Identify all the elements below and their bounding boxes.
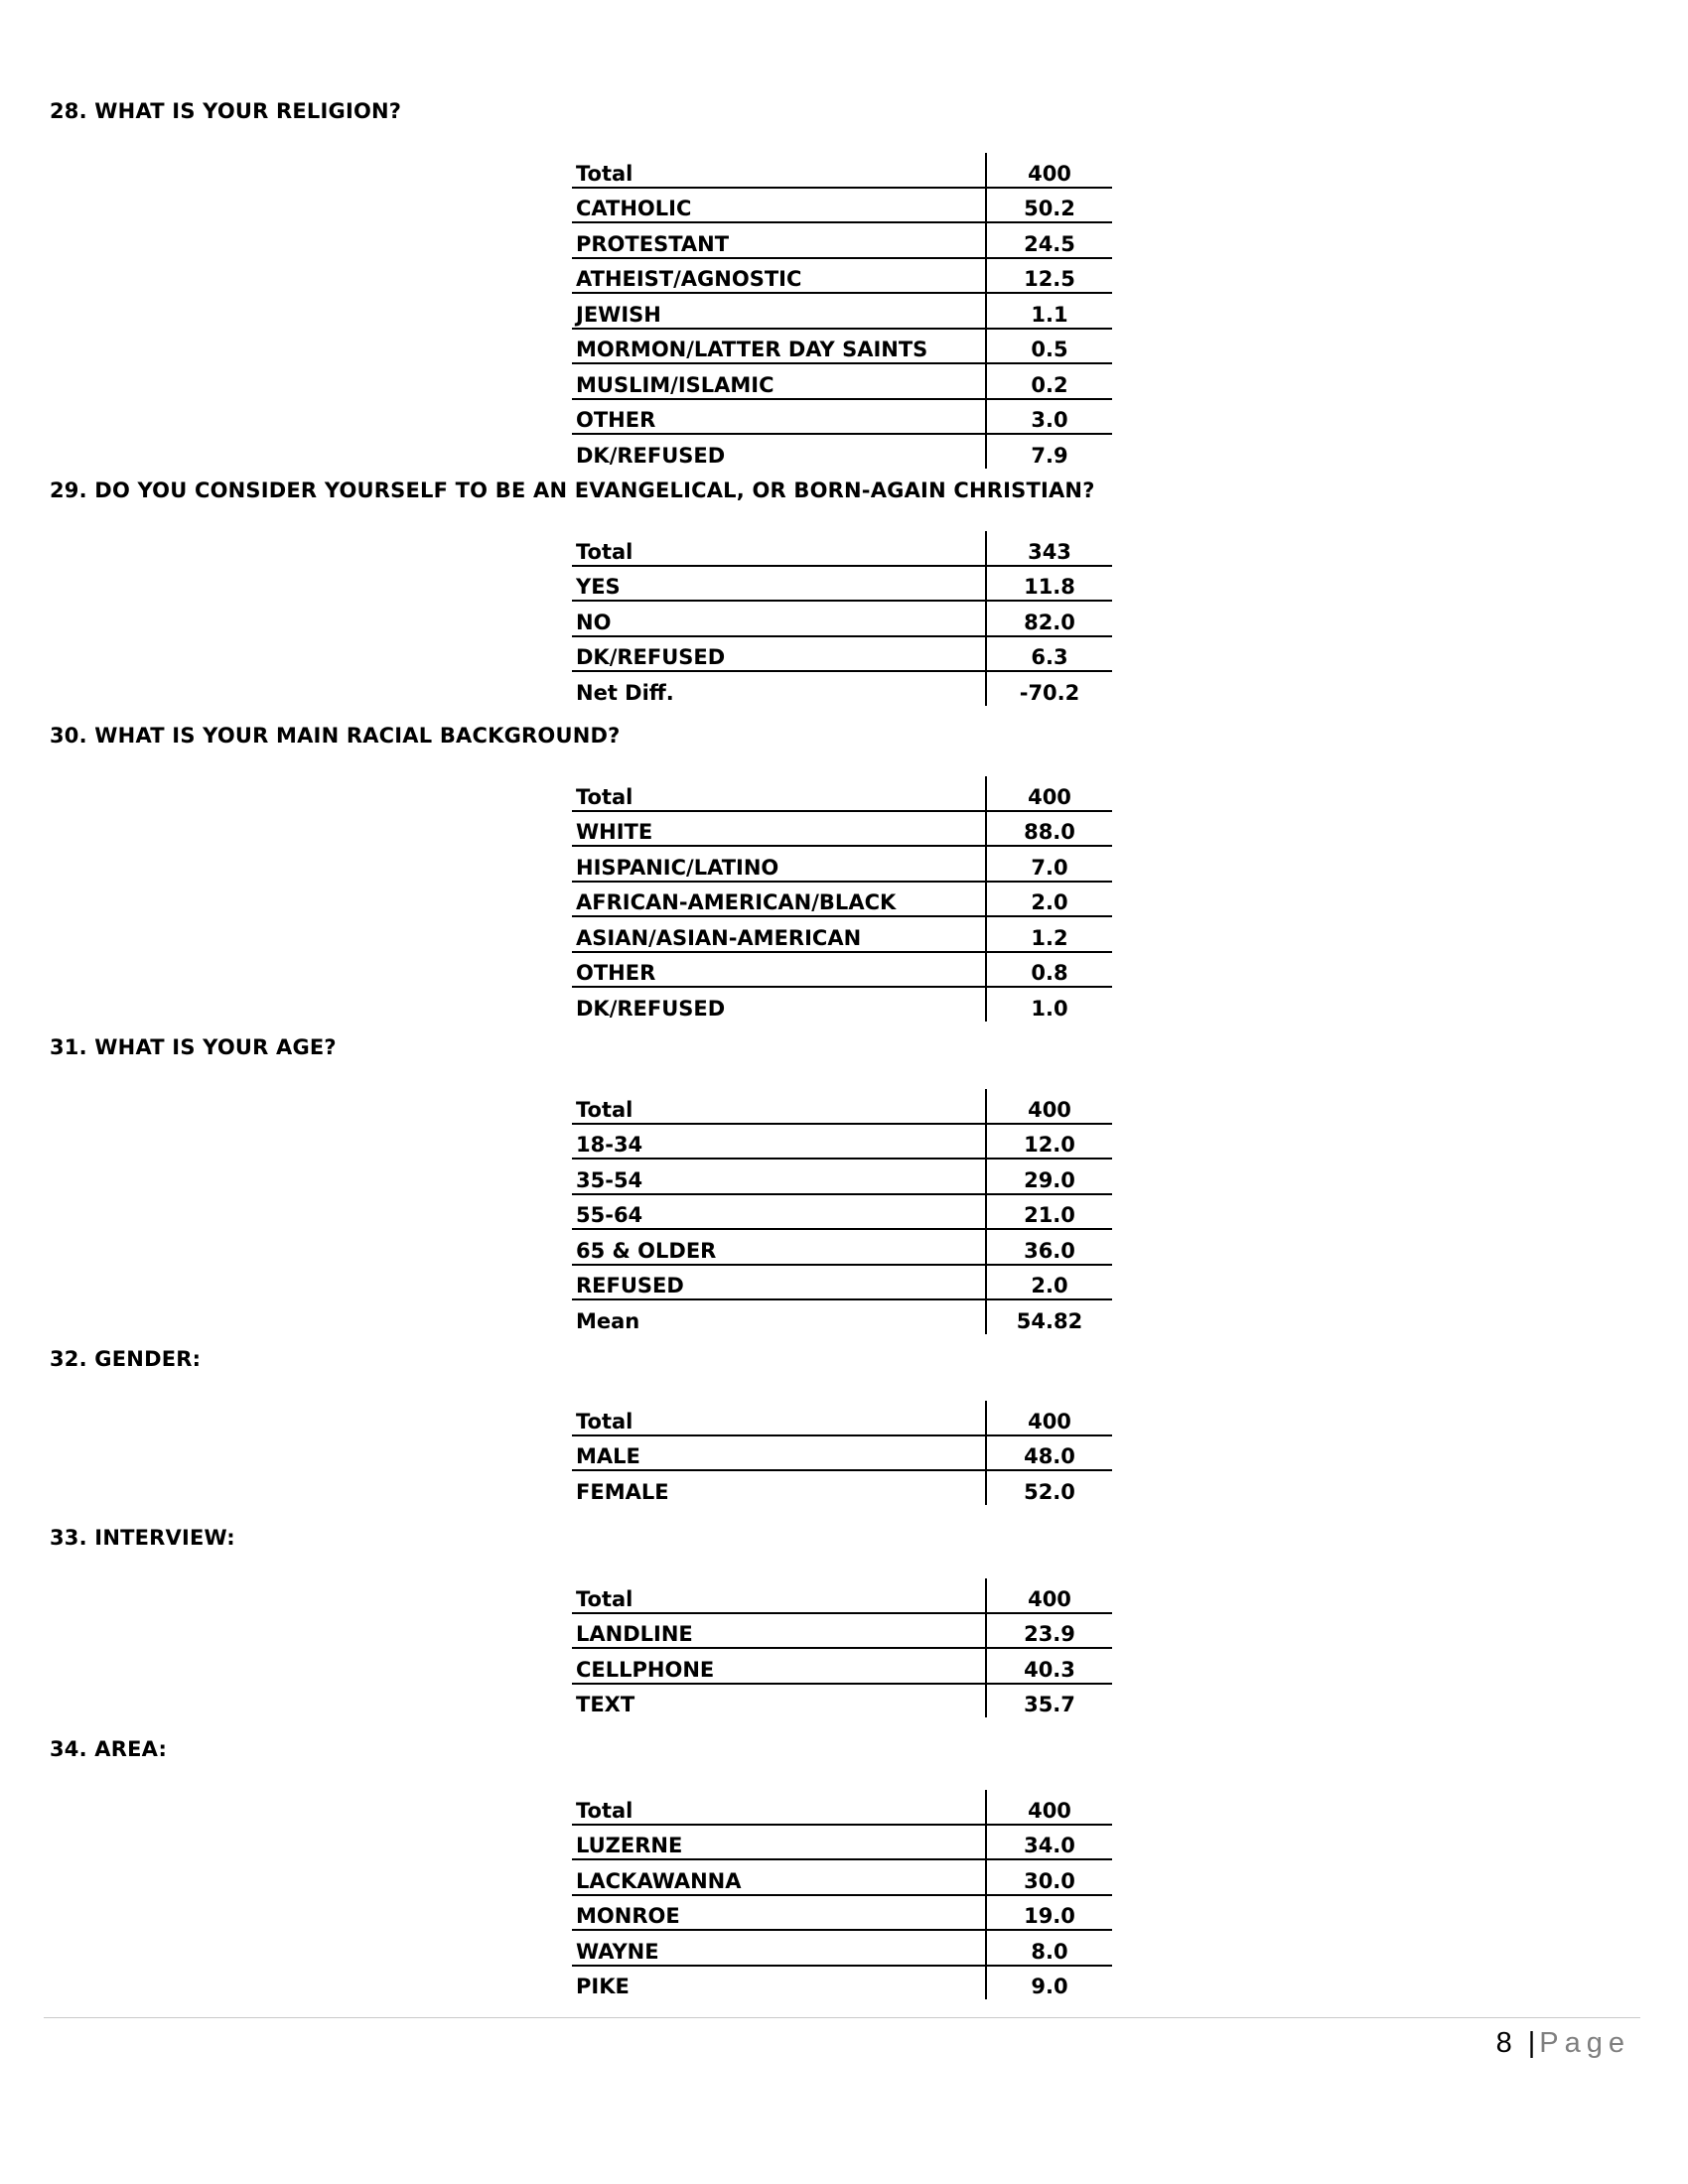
table-row xyxy=(572,952,1112,988)
row-value: 82.0 xyxy=(986,601,1112,636)
row-label: DK/REFUSED xyxy=(572,636,986,672)
row-value: 29.0 xyxy=(986,1159,1112,1194)
table-row xyxy=(572,671,1112,706)
row-value: 0.2 xyxy=(986,363,1112,399)
row-value: 0.8 xyxy=(986,952,1112,988)
table-row xyxy=(572,1229,1112,1265)
row-value: 8.0 xyxy=(986,1930,1112,1966)
table-row xyxy=(572,846,1112,882)
row-value: -70.2 xyxy=(1019,680,1080,705)
row-label: Total xyxy=(572,1089,986,1124)
table-row xyxy=(572,1299,1112,1334)
row-value: 3.0 xyxy=(986,399,1112,435)
table-row xyxy=(572,566,1112,602)
question-28-table xyxy=(572,153,1112,469)
row-value: 400 xyxy=(986,1790,1112,1825)
question-29-title: 29. DO YOU CONSIDER YOURSELF TO BE AN EVANGELICAL, OR BORN-AGAIN CHRISTIAN? xyxy=(50,478,1095,502)
table-row xyxy=(572,1124,1112,1160)
question-33-table xyxy=(572,1578,1112,1717)
row-label: Total xyxy=(572,776,986,811)
question-34-title: 34. AREA: xyxy=(50,1737,168,1761)
row-label: ATHEIST/AGNOSTIC xyxy=(572,258,986,294)
row-value: 11.8 xyxy=(986,566,1112,602)
question-31-table xyxy=(572,1089,1112,1334)
footer-divider xyxy=(44,2017,1640,2018)
table-row xyxy=(572,776,1112,811)
row-label: DK/REFUSED xyxy=(572,434,986,469)
table-row xyxy=(572,399,1112,435)
row-label: PROTESTANT xyxy=(572,222,986,258)
question-33-title: 33. INTERVIEW: xyxy=(50,1526,235,1550)
row-label: ASIAN/ASIAN-AMERICAN xyxy=(572,916,986,952)
table-row xyxy=(572,1159,1112,1194)
row-value: 19.0 xyxy=(986,1895,1112,1931)
row-value: 52.0 xyxy=(1024,1479,1075,1504)
table-row xyxy=(572,531,1112,566)
row-value: 2.0 xyxy=(986,1265,1112,1300)
row-value: 1.1 xyxy=(986,293,1112,329)
row-value: 400 xyxy=(986,1578,1112,1613)
question-30-title: 30. WHAT IS YOUR MAIN RACIAL BACKGROUND? xyxy=(50,724,621,748)
row-value: 50.2 xyxy=(986,188,1112,223)
row-label: HISPANIC/LATINO xyxy=(572,846,986,882)
row-label: PIKE xyxy=(572,1966,986,2000)
row-label: 35-54 xyxy=(572,1159,986,1194)
row-value: 54.82 xyxy=(1016,1308,1083,1333)
row-value: 1.2 xyxy=(986,916,1112,952)
row-label: Mean xyxy=(572,1299,986,1334)
row-value: 12.5 xyxy=(986,258,1112,294)
question-29-table xyxy=(572,531,1112,706)
row-label: CATHOLIC xyxy=(572,188,986,223)
question-28-title: 28. WHAT IS YOUR RELIGION? xyxy=(50,99,402,123)
row-label: 55-64 xyxy=(572,1194,986,1230)
row-label: CELLPHONE xyxy=(572,1648,986,1684)
table-row xyxy=(572,1930,1112,1966)
row-value: 6.3 xyxy=(986,636,1112,672)
page-footer xyxy=(1496,2027,1630,2060)
row-value: 36.0 xyxy=(986,1229,1112,1265)
table-row xyxy=(572,293,1112,329)
question-30-table xyxy=(572,776,1112,1022)
table-row xyxy=(572,601,1112,636)
row-value: 30.0 xyxy=(986,1859,1112,1895)
row-value: 7.0 xyxy=(986,846,1112,882)
row-label: Total xyxy=(572,531,986,566)
row-value: 400 xyxy=(986,1401,1112,1435)
row-label: REFUSED xyxy=(572,1265,986,1300)
row-label: Total xyxy=(572,1790,986,1825)
row-label: LANDLINE xyxy=(572,1613,986,1649)
row-label: LUZERNE xyxy=(572,1825,986,1860)
row-label: Net Diff. xyxy=(572,671,986,706)
row-value: 9.0 xyxy=(1031,1975,1068,1998)
table-row xyxy=(572,1089,1112,1124)
table-row xyxy=(572,882,1112,917)
question-34-table xyxy=(572,1790,1112,1999)
table-row xyxy=(572,636,1112,672)
table-row xyxy=(572,1194,1112,1230)
table-row xyxy=(572,1435,1112,1471)
table-row xyxy=(572,222,1112,258)
row-value: 23.9 xyxy=(986,1613,1112,1649)
row-value: 88.0 xyxy=(986,811,1112,847)
row-label: WHITE xyxy=(572,811,986,847)
table-row xyxy=(572,1825,1112,1860)
row-label: NO xyxy=(572,601,986,636)
row-label: MONROE xyxy=(572,1895,986,1931)
row-label: AFRICAN-AMERICAN/BLACK xyxy=(572,882,986,917)
row-label: Total xyxy=(572,1578,986,1613)
row-label: 18-34 xyxy=(572,1124,986,1160)
table-row xyxy=(572,258,1112,294)
row-value: 21.0 xyxy=(986,1194,1112,1230)
table-row xyxy=(572,188,1112,223)
footer-separator: | xyxy=(1527,2027,1536,2059)
row-label: MALE xyxy=(572,1435,986,1471)
row-label: JEWISH xyxy=(572,293,986,329)
table-row xyxy=(572,1790,1112,1825)
row-value: 34.0 xyxy=(986,1825,1112,1860)
row-label: LACKAWANNA xyxy=(572,1859,986,1895)
page-number: 8 xyxy=(1495,2027,1512,2059)
table-row xyxy=(572,1613,1112,1649)
row-label: MUSLIM/ISLAMIC xyxy=(572,363,986,399)
row-label: YES xyxy=(572,566,986,602)
table-row xyxy=(572,1470,1112,1505)
row-label: Total xyxy=(572,1401,986,1435)
row-value: 400 xyxy=(986,153,1112,188)
table-row xyxy=(572,434,1112,469)
table-row xyxy=(572,1859,1112,1895)
row-value: 400 xyxy=(986,776,1112,811)
table-row xyxy=(572,811,1112,847)
row-value: 40.3 xyxy=(986,1648,1112,1684)
table-row xyxy=(572,1401,1112,1435)
page-label: Page xyxy=(1539,2027,1630,2059)
row-label: 65 & OLDER xyxy=(572,1229,986,1265)
table-row xyxy=(572,363,1112,399)
row-value: 343 xyxy=(986,531,1112,566)
row-value: 7.9 xyxy=(1031,443,1068,468)
table-row xyxy=(572,329,1112,364)
table-row xyxy=(572,1966,1112,2000)
question-32-title: 32. GENDER: xyxy=(50,1347,202,1371)
table-row xyxy=(572,1684,1112,1718)
table-row xyxy=(572,987,1112,1022)
table-row xyxy=(572,153,1112,188)
question-32-table xyxy=(572,1401,1112,1505)
table-row xyxy=(572,1648,1112,1684)
row-label: OTHER xyxy=(572,399,986,435)
row-value: 12.0 xyxy=(986,1124,1112,1160)
row-label: OTHER xyxy=(572,952,986,988)
row-value: 1.0 xyxy=(1031,996,1068,1021)
row-value: 0.5 xyxy=(986,329,1112,364)
table-row xyxy=(572,916,1112,952)
row-value: 400 xyxy=(986,1089,1112,1124)
row-label: Total xyxy=(572,153,986,188)
row-label: TEXT xyxy=(572,1684,986,1718)
row-label: FEMALE xyxy=(572,1470,986,1505)
row-label: DK/REFUSED xyxy=(572,987,986,1022)
row-label: MORMON/LATTER DAY SAINTS xyxy=(572,329,986,364)
table-row xyxy=(572,1265,1112,1300)
row-label: WAYNE xyxy=(572,1930,986,1966)
table-row xyxy=(572,1895,1112,1931)
row-value: 2.0 xyxy=(986,882,1112,917)
question-31-title: 31. WHAT IS YOUR AGE? xyxy=(50,1035,337,1059)
table-row xyxy=(572,1578,1112,1613)
row-value: 24.5 xyxy=(986,222,1112,258)
row-value: 35.7 xyxy=(1024,1693,1075,1716)
row-value: 48.0 xyxy=(986,1435,1112,1471)
